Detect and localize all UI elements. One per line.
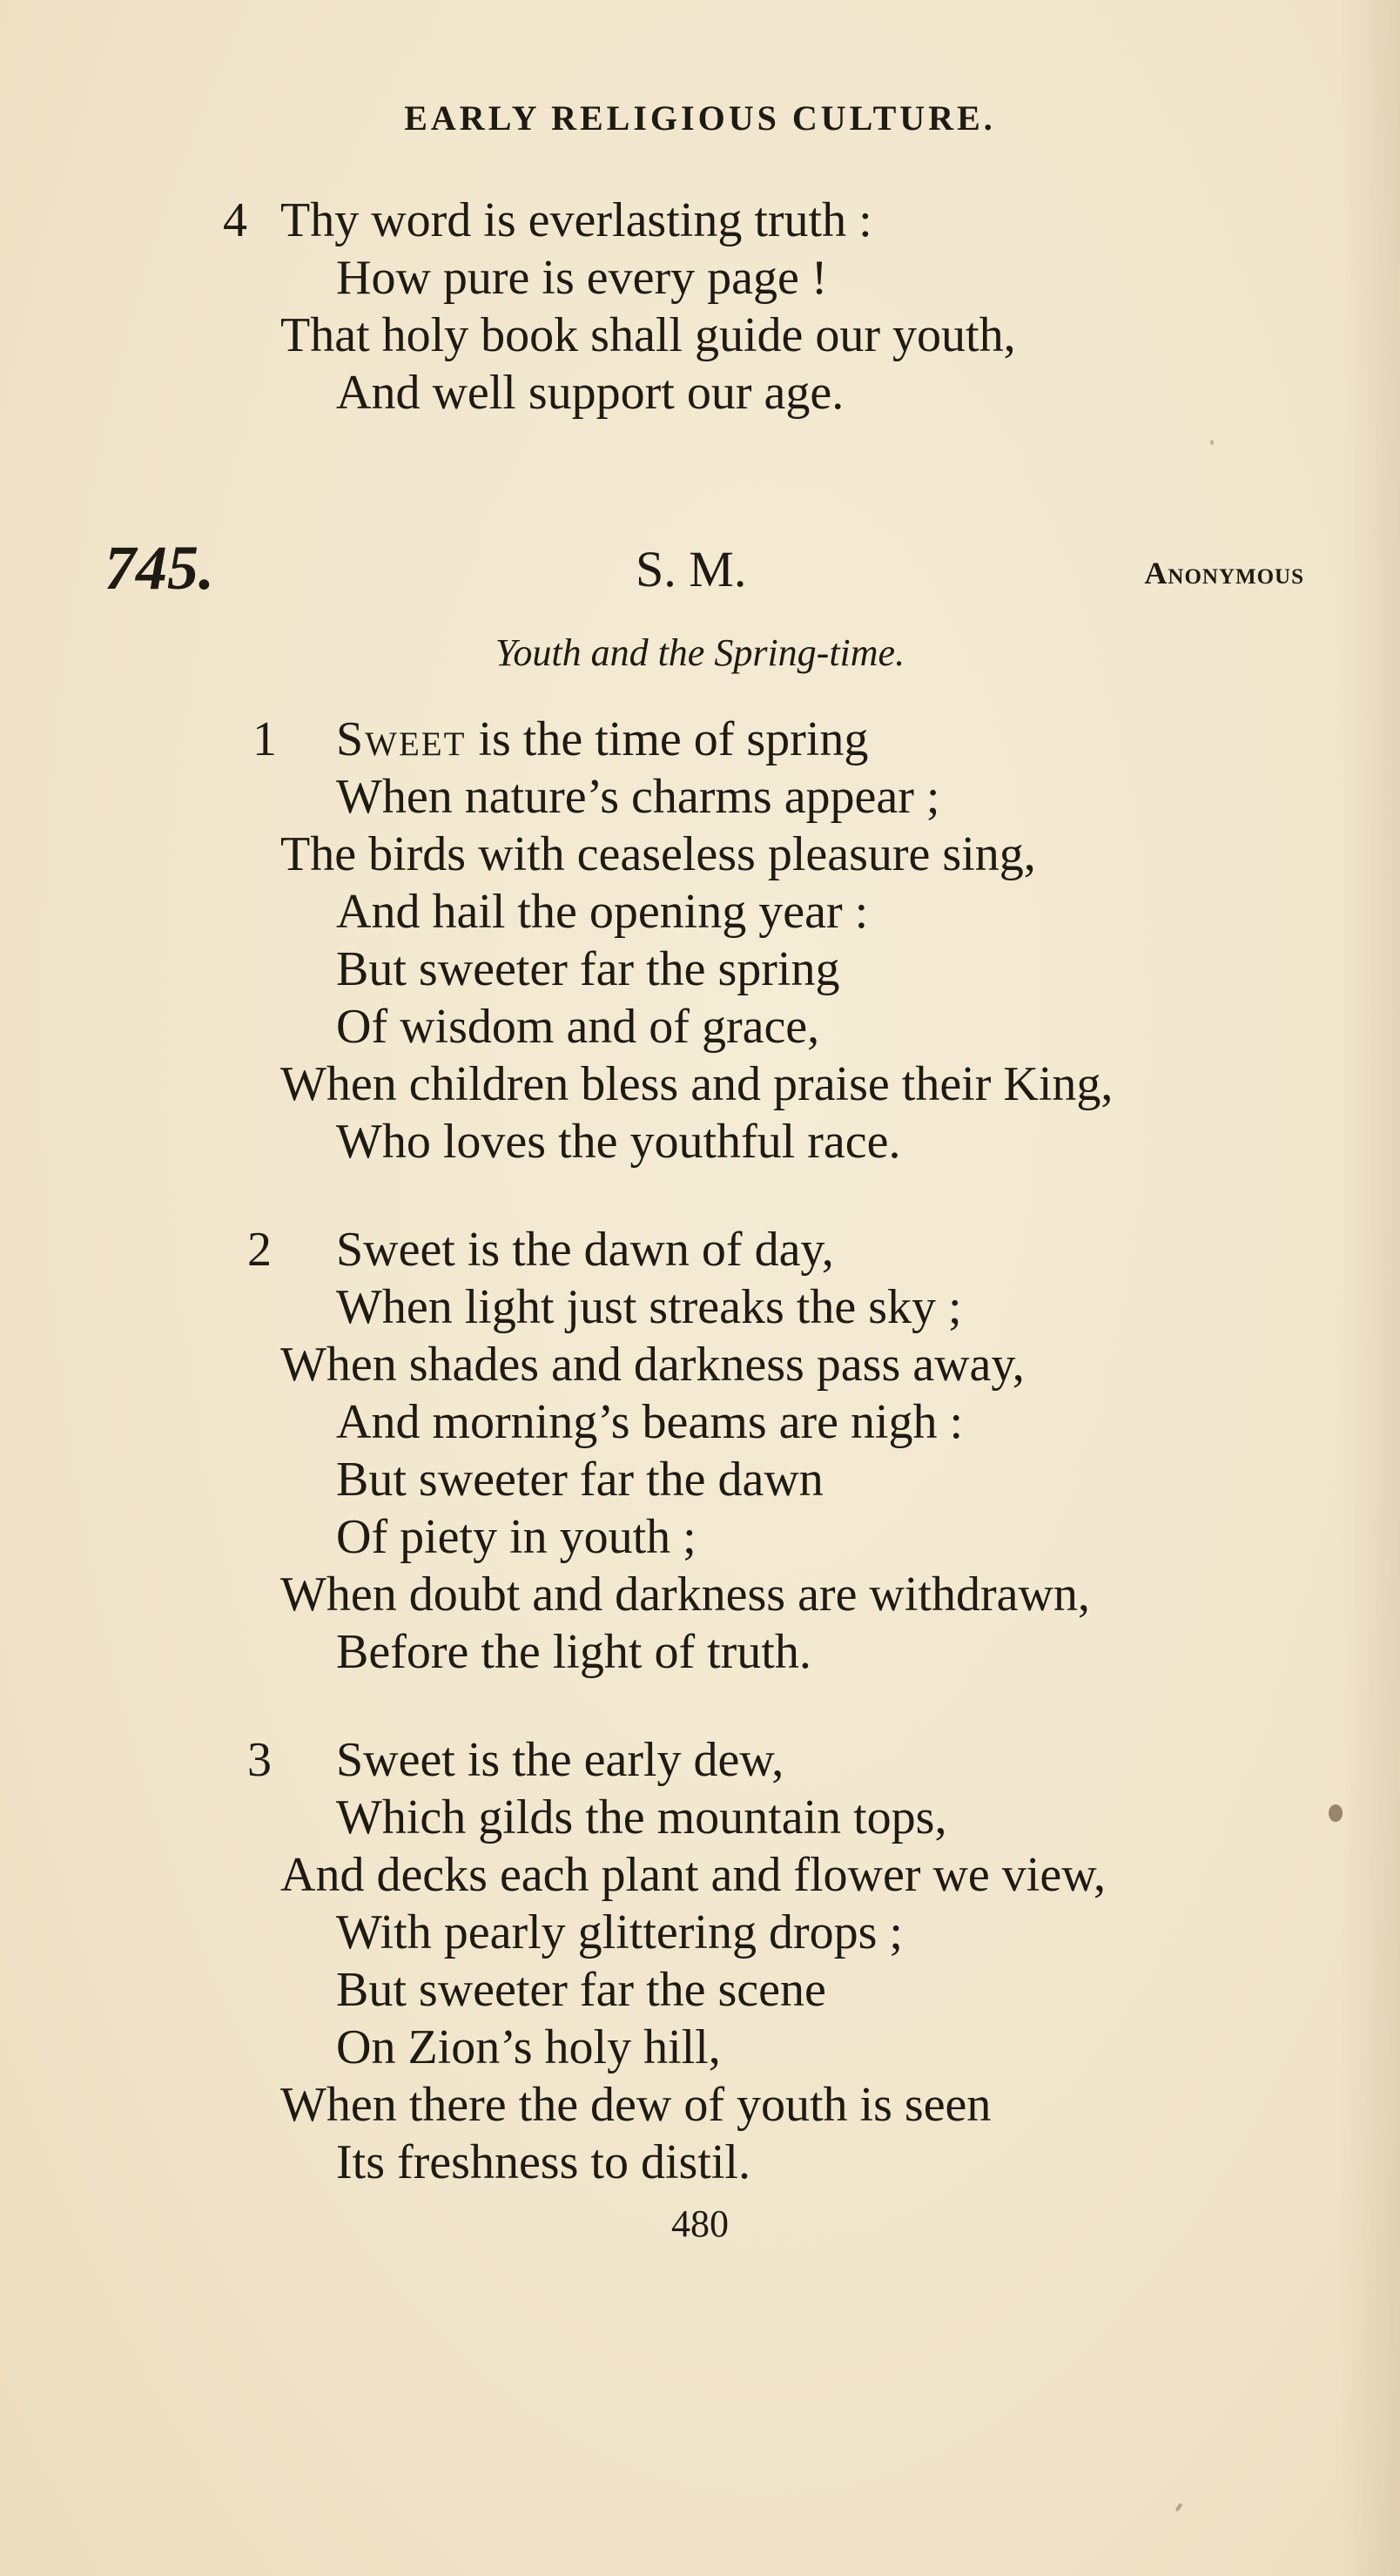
verse-line: But sweeter far the scene [336,1963,826,2017]
verse-line: But sweeter far the dawn [336,1453,824,1507]
hymn-author: Anonymous [1144,556,1304,590]
running-head: EARLY RELIGIOUS CULTURE. [404,98,996,138]
first-word: Sweet [336,712,467,766]
verse-line: And well support our age. [336,366,845,420]
verse-line: Sweet is the dawn of day, [336,1223,834,1277]
first-line-rest: is the time of spring [466,712,869,766]
verse-number: 3 [247,1733,272,1787]
verse-line: When nature’s charms appear ; [336,770,940,824]
verse-line: When shades and darkness pass away, [280,1338,1025,1392]
ink-speck [1210,440,1214,445]
verse-line: When there the dew of youth is seen [280,2078,992,2132]
hymn-title: Youth and the Spring-time. [495,631,905,674]
verse-number: 4 [223,193,247,247]
verse-line: And decks each plant and flower we view, [280,1848,1107,1902]
page-number: 480 [671,2202,729,2245]
verse-line [336,711,868,768]
verse-line: Sweet is the early dew, [336,1733,784,1787]
verse-line: Thy word is everlasting truth : [280,193,872,247]
verse-line: When children bless and praise their King, [280,1057,1114,1111]
verse-line: And hail the opening year : [336,885,869,939]
verse-line: On Zion’s holy hill, [336,2020,721,2074]
verse-line: Of wisdom and of grace, [336,1000,820,1054]
verse-line: Before the light of truth. [336,1625,811,1679]
page-edge-shadow [1339,0,1400,2576]
verse-line: Who loves the youthful race. [336,1115,901,1169]
verse-number: 1 [252,712,277,766]
hymn-meter: S. M. [636,541,747,597]
hymn-number: 745. [104,533,214,603]
verse-line: With pearly glittering drops ; [336,1905,903,1959]
verse-line: How pure is every page ! [336,251,828,305]
verse-line: That holy book shall guide our youth, [280,308,1016,362]
verse-line: Its freshness to distil. [336,2135,750,2189]
verse-line: And morning’s beams are nigh : [336,1395,964,1449]
verse-line: Which gilds the mountain tops, [336,1790,947,1844]
verse-line: The birds with ceaseless pleasure sing, [280,827,1036,881]
verse-line: When doubt and darkness are withdrawn, [280,1568,1090,1622]
ink-speck [1329,1804,1343,1822]
ink-speck [1175,2503,1182,2512]
verse-line: Of piety in youth ; [336,1510,697,1564]
verse-line: But sweeter far the spring [336,942,840,996]
verse-number: 2 [247,1223,272,1277]
verse-line: When light just streaks the sky ; [336,1280,962,1334]
